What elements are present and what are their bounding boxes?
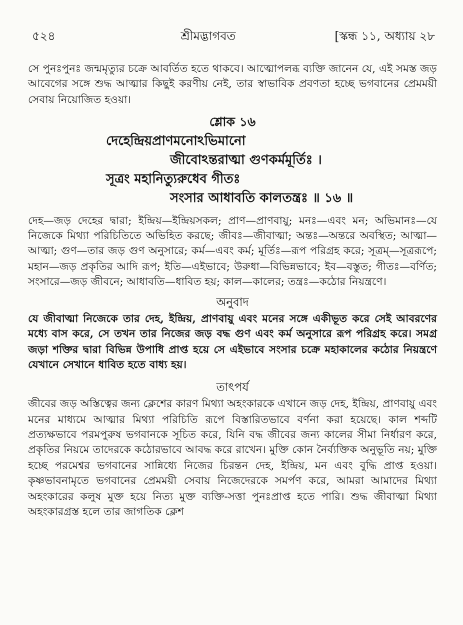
sanskrit-verse [28,132,437,208]
purport-heading: তাৎপর্য [216,379,249,394]
purport-paragraph: জীবের জড় অস্তিত্বের জন্য ক্লেশের কারণ মিথ্যা অহংকারকে এখানে জড় দেহ, ইন্দ্রিয়, প্রাণবায়ু এবং মনের মাধ্যমে আত্মার মিথ্যা পরিচিতি রূপে বিস্তারিতভাবে বর্ণনা করা হয়েছে। কাল শব্দটি প্রত্যক্ষভাবে পরমপুরুষ ভগবানকে সূচিত করে, যিনি বদ্ধ জীবের জন্য কালের সীমা নির্ধারণ করে, প্রকৃতির নিয়মে তাদেরকে কঠোরভাবে আবদ্ধ করে রাখেন। মুক্তি কোন নৈর্ব্যক্তিক অনুভূতি নয়; মুক্তি হচ্ছে পরমেশ্বর ভগবানের সান্নিধ্যে নিজের চিরন্তন দেহ, ইন্দ্রিয়, মন এবং বুদ্ধি প্রাপ্ত হওয়া। কৃষ্ণভাবনামৃতে ভগবানের প্রেমময়ী সেবায় নিজেদেরকে সমর্পণ করে, আমরা আমাদের মিথ্যা অহংকারের কলুষ মুক্ত হয়ে নিত্য মুক্ত ব্যক্তি-সত্তা পুনঃপ্রাপ্ত হতে পারি। শুদ্ধ জীবাত্মা মিথ্যা অহংকারগ্রস্ত হলে তার জাগতিক ক্লেশ [28,398,437,518]
translation-heading: অনুবাদ [216,294,249,309]
verse-line: সূত্রং মহানিত্যুরুধেব গীতঃ [106,171,241,187]
chapter-reference: [স্কন্ধ ১১, অধ্যায় ২৮ [334,29,435,43]
sloka-heading: শ্লোক ১৬ [209,114,256,130]
synonyms-paragraph: দেহ—জড় দেহের দ্বারা; ইন্দ্রিয়—ইন্দ্রিয়সকল; প্রাণ—প্রাণবায়ু; মনঃ—এবং মন; অভিমানঃ—যে নিজেকে মিথ্যা পরিচিতিতে অভিহিত করছে; জীবঃ—জীবাত্মা; অন্তঃ—অন্তরে অবস্থিত; আত্মা—আত্মা; গুণ—তার জড় গুণ অনুসারে; কর্ম—এবং কর্ম; মূর্তিঃ—রূপ পরিগ্রহ করে; সূত্রম্—সূত্ররূপে; মহান—জড় প্রকৃতির আদি রূপ; ইতি—এইভাবে; উরুধা—বিভিন্নভাবে; ইব—বস্তুত; গীতঃ—বর্ণিত; সংসারে—জড় জীবনে; আধাবতি—ধাবিত হয়; কাল—কালের; তন্ত্রঃ—কঠোর নিয়ন্ত্রণে। [28,214,437,289]
book-title: শ্রীমদ্ভাগবত [180,29,236,43]
verse-line: জীবোঽন্তরাত্মা গুণকর্মমূর্তিঃ । [170,152,322,168]
page-number: ৫২৪ [32,29,56,43]
body-text [28,62,437,520]
page-header [32,28,435,48]
translation-paragraph: যে জীবাত্মা নিজেকে তার দেহ, ইন্দ্রিয়, প্রাণবায়ু এবং মনের সঙ্গে একীভূত করে সেই আবরণের মধ্যে বাস করে, সে তখন তার নিজের জড় বদ্ধ গুণ এবং কর্ম অনুসারে রূপ পরিগ্রহ করে। সমগ্র জড়া শক্তির দ্বারা বিভিন্ন উপাধি প্রাপ্ত হয়ে সে এইভাবে সংসার চক্রে মহাকালের কঠোর নিয়ন্ত্রণে যেখানে সেখানে ধাবিত হতে বাধ্য হয়। [28,313,437,372]
verse-line: সংসার আধাবতি কালতন্ত্রঃ ॥ ১৬ ॥ [170,190,354,206]
verse-line: দেহেন্দ্রিয়প্রাণমনোঽভিমানো [106,133,246,149]
intro-paragraph: সে পুনঃপুনঃ জন্মমৃত্যুর চক্রে আবর্তিত হতে থাকবে। আত্মোপলব্ধ ব্যক্তি জানেন যে, এই সমস্ত জড় আবেগের সঙ্গে শুদ্ধ আত্মার কিছুই করণীয় নেই, তার স্বাভাবিক প্রবণতা হচ্ছে ভগবানের প্রেমময়ী সেবায় নিয়োজিত হওয়া। [28,63,437,106]
